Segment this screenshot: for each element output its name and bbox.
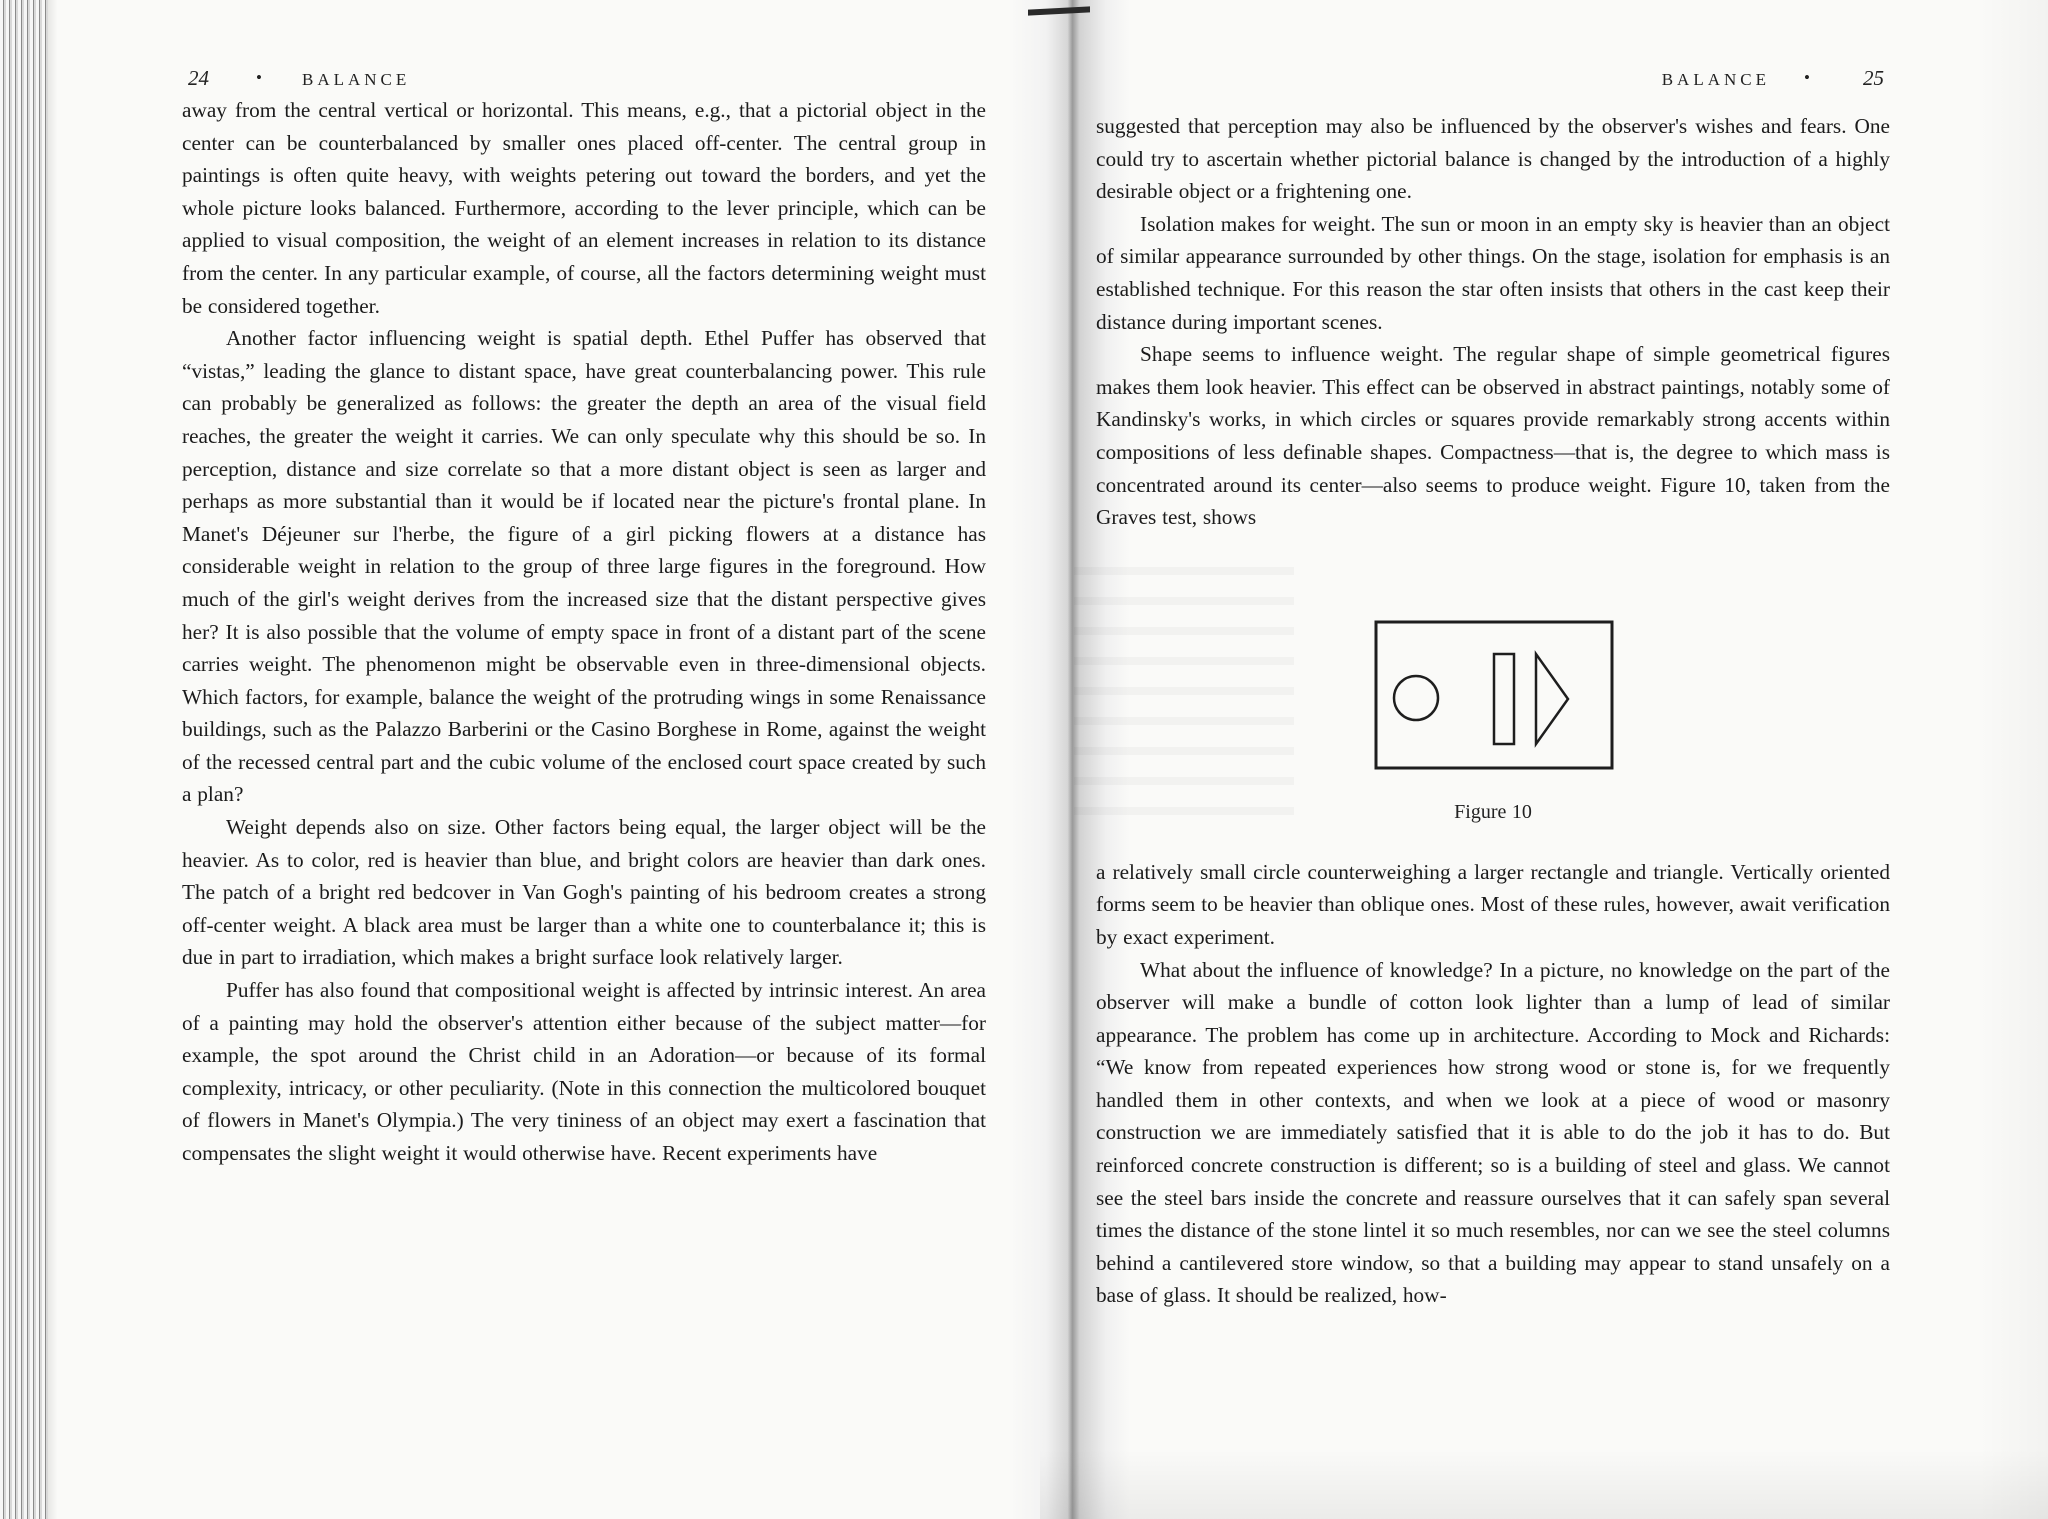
figure-caption: Figure 10 (1454, 800, 1532, 823)
running-head-right (1096, 60, 1890, 96)
left-body-text (182, 94, 986, 1170)
circle-shape (1394, 676, 1438, 720)
figure-10 (1096, 534, 1890, 856)
paragraph: suggested that perception may also be influenced by the observer's wishes and fears. One could try to ascertain whether pictorial balance is changed by the introduction of a highly desirable object or a frightening one. (1096, 114, 1890, 204)
left-page (182, 60, 986, 1170)
book-page-edges (0, 0, 48, 1519)
page-number: 24 (188, 66, 209, 90)
paragraph: What about the influence of knowledge? In a picture, no knowledge on the part of the observer will make a bundle of cotton look lighter than a lump of lead of similar appearance. The problem has come up in architecture. According to Mock and Richards: “We know from repeated experiences how strong wood or stone is, for we frequently handled them in other contexts, and when we look at a piece of wood or masonry construction we are immediately satisfied that it is able to do the job it has to do. But reinforced concrete construction is different; so is a building of steel and glass. We cannot see the steel bars inside the concrete and reassure ourselves that it can safely span several times the distance of the stone lintel it so much resembles, nor can we see the steel columns behind a cantilevered store window, so that a building may appear to stand unsafely on a base of glass. It should be realized, how- (1096, 957, 1890, 1308)
right-page (1096, 60, 1890, 1312)
paragraph: Shape seems to influence weight. The regular shape of simple geometrical figures makes them look heavier. This effect can be observed in abstract paintings, notably some of Kandinsky's works, in which circles or squares provide remarkably strong accents within compositions of less definable shapes. Compactness—that is, the degree to which mass is concentrated around its center—also seems to produce weight. Figure 10, taken from the Graves test, shows (1096, 342, 1890, 530)
paragraph: Puffer has also found that compositional weight is affected by intrinsic interest. An area of a painting may hold the observer's attention either because of the subject matter—for example, the spot around the Christ child in an Adoration—or because of its formal complexity, intricacy, or other peculiarity. (Note in this connection the multicolored bouquet of flowers in Manet's Olympia.) The very tininess of an object may exert a fascination that compensates the slight weight it would otherwise have. Recent experiments have (182, 978, 986, 1165)
paragraph: Weight depends also on size. Other factors being equal, the larger object will be the heavier. As to color, red is heavier than blue, and bright colors are heavier than dark ones. The patch of a bright red bedcover in Van Gogh's painting of his bedroom creates a strong off-center weight. A black area must be larger than a white one to counterbalance it; this is due in part to irradiation, which makes a bright surface look relatively larger. (182, 815, 986, 970)
running-head-title: BALANCE (1661, 70, 1770, 89)
paragraph: Another factor influencing weight is spatial depth. Ethel Puffer has observed that “vistas,” leading the glance to distant space, have great counterbalancing power. This rule can probably be generalized as follows: the greater the depth an area of the visual field reaches, the greater the weight it carries. We can only speculate why this should be so. In perception, distance and size correlate so that a more distant object is seen as larger and perhaps as more substantial than it would be if located near the picture's frontal plane. In Manet's Déjeuner sur l'herbe, the figure of a girl picking flowers at a distance has considerable weight in relation to the group of three large figures in the foreground. How much of the girl's weight derives from the increased size that the distant perspective gives her? It is also possible that the volume of empty space in front of a distant part of the scene carries weight. The phenomenon might be observable even in three-dimensional objects. Which factors, for example, balance the weight of the protruding wings in some Renaissance buildings, such as the Palazzo Barberini or the Casino Borghese in Rome, against the weight of the recessed central part and the cubic volume of the enclosed court space created by such a plan? (182, 326, 986, 807)
bottom-shadow (1040, 1449, 2048, 1519)
paragraph: Isolation makes for weight. The sun or moon in an empty sky is heavier than an object of similar appearance surrounded by other things. On the stage, isolation for emphasis is an established technique. For this reason the star often insists that others in the cast keep their distance during important scenes. (1096, 211, 1890, 334)
paragraph: away from the central vertical or horizontal. This means, e.g., that a pictorial object in the center can be counterbalanced by smaller ones placed off-center. The central group in paintings is often quite heavy, with weights petering out toward the borders, and yet the whole picture looks balanced. Furthermore, according to the lever principle, which can be applied to visual composition, the weight of an element increases in relation to its distance from the center. In any particular example, of course, all the factors determining weight must be considered together. (182, 98, 986, 318)
running-head-separator: • (1804, 68, 1814, 87)
page-shadow (1978, 0, 2048, 1519)
triangle-shape (1536, 654, 1568, 744)
running-head-title: BALANCE (302, 70, 411, 89)
rectangle-shape (1494, 654, 1514, 744)
running-head-separator: • (256, 68, 266, 87)
page-number: 25 (1863, 66, 1884, 90)
running-head-left (182, 60, 986, 96)
figure-shapes (1374, 620, 1614, 770)
right-body-text (1096, 110, 1890, 1312)
paragraph: a relatively small circle counterweighing a larger rectangle and triangle. Vertically oriented forms seem to be heavier than oblique ones. Most of these rules, however, await verification by exact experiment. (1096, 859, 1890, 949)
